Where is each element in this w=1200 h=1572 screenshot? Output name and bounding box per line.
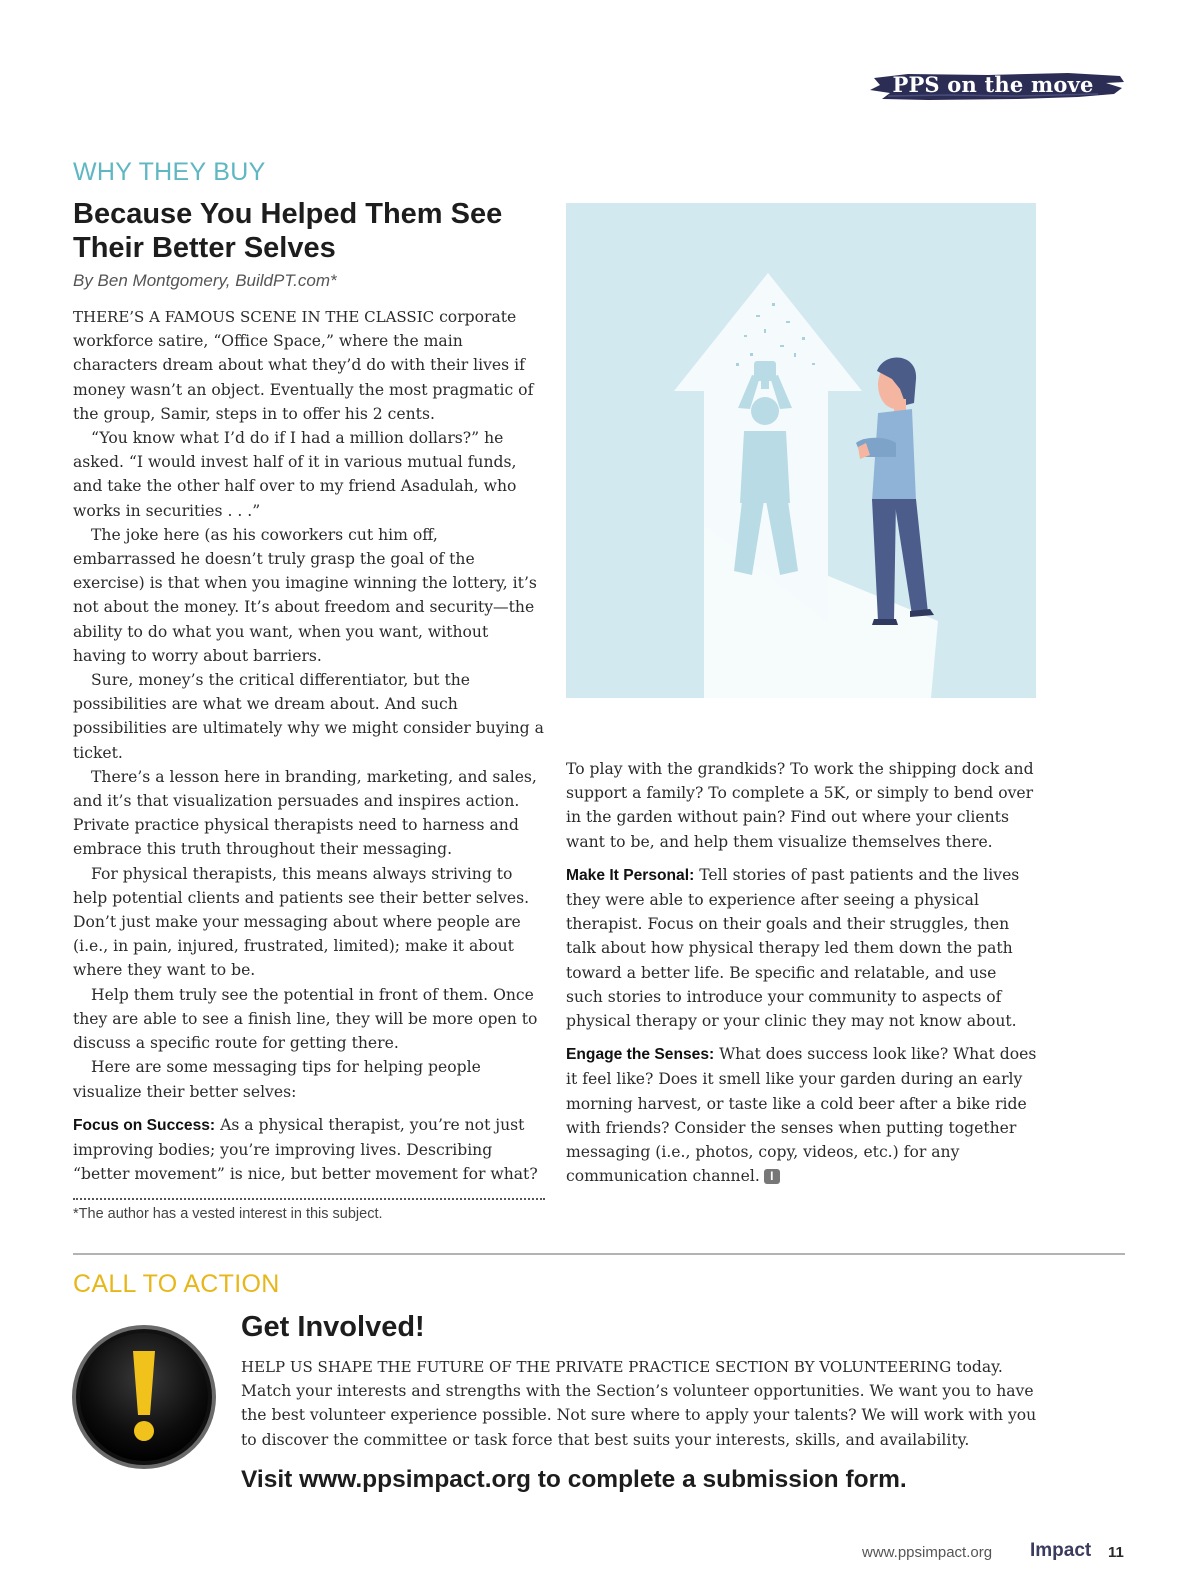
article-kicker: WHY THEY BUY	[73, 158, 266, 186]
tip-label: Engage the Senses:	[566, 1046, 715, 1064]
article-paragraph: “You know what I’d do if I had a million dollars?” he asked. “I would invest half of it in various mutual funds, and take the other half over to my friend Asadulah, who works in securities . . .”	[73, 429, 517, 520]
article-paragraph: For physical therapists, this means always striving to help potential clients and patients see their better selves. Don’t just make your messaging about where people are (i.e., in pain, injured, frustrated, limited); make it about where they want to be.	[73, 864, 530, 980]
tip-text: Tell stories of past patients and the lives they were able to experience after seeing a physical therapist. Focus on their goals and their struggles, then talk about how physical therapy led them down the path toward a better life. Be specific and relatable, and use such stories to introduce your community to aspects of physical therapy or your clinic they may not know about.	[566, 865, 1020, 1031]
article-paragraph: Sure, money’s the critical differentiator, but the possibilities are what we dream about. And such possibilities are ultimately why we might consider buying a ticket.	[73, 671, 544, 762]
tip-label: Make It Personal:	[566, 866, 695, 884]
footer-url[interactable]: www.ppsimpact.org	[862, 1544, 993, 1561]
article-column-right	[566, 757, 1038, 1188]
cta-body-text: today. Match your interests and strengths with the Section’s volunteer opportunities. We want you to have the best volunteer experience possible. Not sure where to apply your talents? We will work with you to discover the committee or task force that best suits your interests, skills, and availability.	[241, 1358, 1037, 1449]
exclamation-alert-icon	[70, 1323, 218, 1471]
tip-label: Focus on Success:	[73, 1116, 216, 1134]
article-paragraph: The joke here (as his coworkers cut him off, embarrassed he doesn’t truly grasp the goal of the exercise) is that when you imagine winning the lottery, it’s not about the money. It’s about freedom and security—the ability to do what you want, when you want, without having to worry about barriers.	[73, 525, 537, 665]
paragraph-text: corporate workforce satire, “Office Space,” where the main characters dream about what they’d do with their lives if money wasn’t an object. Eventually the most pragmatic of the group, Samir, steps in to offer his 2 cents.	[73, 308, 534, 423]
article-paragraph: There’s a lesson here in branding, marketing, and sales, and it’s that visualization persuades and inspires action. Private practice physical therapists need to harness and embrace this truth throughout their messaging.	[73, 767, 537, 859]
article-byline: By Ben Montgomery, BuildPT.com*	[73, 271, 337, 290]
section-banner	[868, 70, 1126, 104]
cta-body	[241, 1355, 1051, 1452]
footnote: *The author has a vested interest in this subject.	[73, 1206, 383, 1222]
cta-lead-in: HELP US SHAPE THE FUTURE OF THE PRIVATE PRACTICE SECTION BY VOLUNTEERING	[241, 1358, 952, 1376]
tip-continued: To play with the grandkids? To work the shipping dock and support a family? To complete a 5K, or simply to bend over in the garden without pain? Find out where your clients want to be, and help them visualize themselves there.	[566, 760, 1034, 851]
article-paragraph	[73, 305, 545, 426]
tip-engage-the-senses	[566, 1042, 1038, 1188]
article-headline: Because You Helped Them See Their Better Selves	[73, 198, 503, 264]
section-divider	[73, 1253, 1125, 1255]
lead-in: THERE’S A FAMOUS SCENE IN THE CLASSIC	[73, 308, 435, 326]
cta-kicker: CALL TO ACTION	[73, 1270, 280, 1298]
tip-text: As a physical therapist, you’re not just improving bodies; you’re improving lives. Describing “better movement” is nice, but better movement for what?	[73, 1115, 538, 1184]
tip-make-it-personal	[566, 863, 1038, 1033]
end-of-article-icon: I	[764, 1169, 780, 1184]
footer-magazine-name: Impact	[1030, 1540, 1092, 1561]
tip-focus-on-success	[73, 1113, 545, 1187]
footnote-divider	[73, 1198, 545, 1200]
cta-title: Get Involved!	[241, 1311, 425, 1343]
section-banner-label: PPS on the move	[892, 72, 1094, 97]
page-number: 11	[1108, 1544, 1124, 1561]
article-paragraph: Here are some messaging tips for helping people visualize their better selves:	[73, 1058, 481, 1101]
article-illustration	[566, 203, 1036, 698]
article-column-left	[73, 305, 545, 1186]
article-paragraph: Help them truly see the potential in front of them. Once they are able to see a finish line, they will be more open to discuss a specific route for getting there.	[73, 985, 538, 1053]
cta-submission-link[interactable]: Visit www.ppsimpact.org to complete a submission form.	[241, 1466, 907, 1493]
tip-text: What does success look like? What does it feel like? Does it smell like your garden during an early morning harvest, or taste like a cold beer after a bike ride with friends? Consider the senses when putting together messaging (i.e., photos, copy, videos, etc.) for any communication channel.	[566, 1045, 1037, 1186]
